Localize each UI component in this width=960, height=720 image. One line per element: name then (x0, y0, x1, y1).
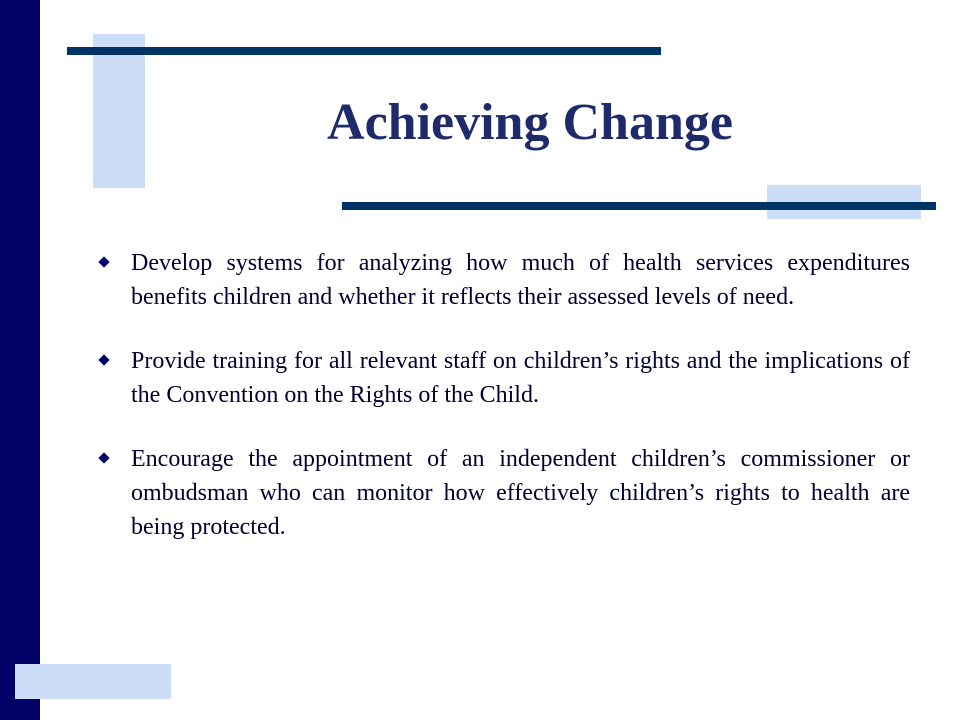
decorative-top-block (93, 34, 145, 188)
bullet-item (96, 246, 910, 314)
diamond-bullet-icon (98, 452, 109, 463)
bullet-item (96, 442, 910, 544)
bullet-text: Provide training for all relevant staff on children’s rights and the implications of the Convention on the Rights of the Child. (131, 348, 910, 408)
decorative-top-line (67, 47, 661, 55)
bullet-text: Develop systems for analyzing how much of health services expenditures benefits children and whether it reflects their assessed levels of need. (131, 250, 910, 310)
bullet-list (96, 246, 910, 574)
decorative-mid-line (342, 202, 936, 210)
decorative-bottom-block (15, 664, 171, 699)
left-sidebar-bar (0, 0, 40, 720)
bullet-item (96, 344, 910, 412)
slide-title: Achieving Change (327, 94, 733, 151)
bullet-text: Encourage the appointment of an independent children’s commissioner or ombudsman who can monitor how effectively children’s rights to health are being protected. (131, 446, 910, 540)
diamond-bullet-icon (98, 256, 109, 267)
diamond-bullet-icon (98, 354, 109, 365)
